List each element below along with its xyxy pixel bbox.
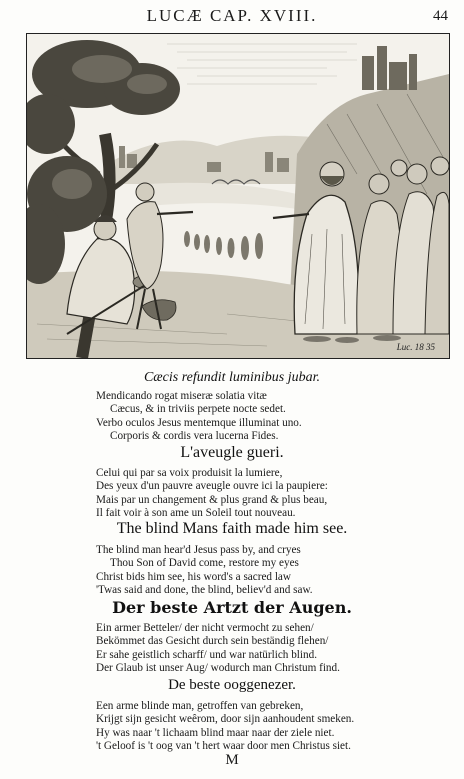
- dutch-title: De beste ooggenezer.: [168, 677, 296, 693]
- french-title: L'aveugle gueri.: [180, 444, 284, 461]
- dutch-line-2: Krijgt sijn gesicht weêrom, door sijn aanhoudent smeken.: [96, 713, 355, 726]
- french-line-4: Il fait voir à son ame un Soleil tout nouveau.: [96, 507, 296, 520]
- german-line-3: Er sahe geistlich scharff/ und war natürlich blind.: [96, 648, 317, 661]
- english-line-4: 'Twas said and done, the blind, believ'd and saw.: [96, 584, 313, 597]
- dutch-line-1: Een arme blinde man, getroffen van gebreken,: [96, 700, 304, 712]
- english-line-3: Christ bids him see, his word's a sacred law: [96, 570, 291, 583]
- latin-line-4: Corporis & cordis vera lucerna Fides.: [110, 430, 279, 443]
- latin-line-1: Mendicando rogat miseræ solatia vitæ: [96, 390, 267, 402]
- running-head: LUCÆ CAP. XVIII.: [146, 6, 318, 25]
- latin-verse: [0, 390, 464, 444]
- dutch-line-3: Hy was naar 't lichaam blind maar naar der ziele niet.: [96, 726, 335, 739]
- latin-line-3: Verbo oculos Jesus mentemque illuminat uno.: [96, 416, 302, 429]
- french-line-3: Mais par un changement & plus grand & plus beau,: [96, 493, 328, 506]
- english-line-1: The blind man hear'd Jesus pass by, and cryes: [96, 544, 301, 556]
- engraving-artwork: [27, 34, 449, 358]
- plate-reference: Luc. 18 35: [396, 342, 435, 352]
- french-line-1: Celui qui par sa voix produisit la lumiere,: [96, 467, 283, 479]
- german-line-2: Bekömmet das Gesicht durch sein beständig flehen/: [96, 635, 329, 648]
- english-line-2: Thou Son of David come, restore my eyes: [110, 557, 299, 570]
- german-line-1: Ein armer Betteler/ der nicht vermocht zu sehen/: [96, 622, 314, 634]
- latin-line-2: Cæcus, & in triviis perpete nocte sedet.: [110, 403, 286, 416]
- dutch-line-4: 't Geloof is 't oog van 't hert waar door men Christus siet.: [96, 740, 351, 753]
- english-verse: [0, 544, 464, 598]
- german-title: Der beste Artzt der Augen.: [112, 598, 352, 617]
- signature-mark: M: [225, 752, 239, 768]
- german-verse: [0, 622, 464, 676]
- english-title: The blind Mans faith made him see.: [116, 520, 348, 537]
- german-line-4: Der Glaub ist unser Aug/ wodurch man Christum find.: [96, 662, 340, 675]
- engraving-illustration: [26, 33, 450, 359]
- dutch-verse: [0, 700, 464, 754]
- page-number: 44: [433, 8, 448, 24]
- latin-title: Cæcis refundit luminibus jubar.: [143, 370, 321, 385]
- french-line-2: Des yeux d'un pauvre aveugle ouvre ici la paupiere:: [96, 480, 328, 493]
- french-verse: [0, 467, 464, 521]
